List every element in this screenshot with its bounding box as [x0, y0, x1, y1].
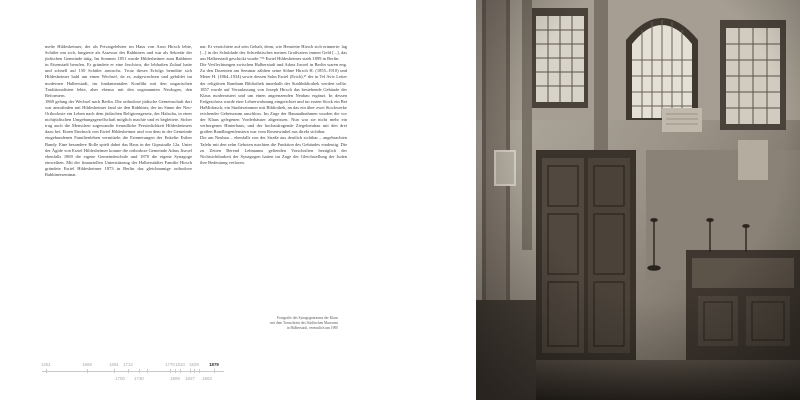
caption-line: in Halberstadt, vermutlich um 1900 [286, 325, 338, 330]
timeline-year: 1829 [189, 362, 199, 367]
timeline-tick [194, 369, 195, 373]
timeline-year: 1809 [170, 376, 180, 381]
photo-illustration [476, 0, 800, 400]
timeline-year: 1730 [134, 376, 144, 381]
timeline-tick [114, 369, 115, 373]
timeline-year: 1669 [82, 362, 92, 367]
timeline-year: 1810 [175, 362, 185, 367]
timeline-tick [139, 369, 140, 373]
paragraph: 1869 gelang der Wechsel nach Berlin. Die orthodoxe jüdische Gemeinschaft dort war anzufinden mit Hildesheimer fand sie den Rabbiner, der im Sinne der Neo-Orthodoxie ein Leben nach dem jüdischen Religionsgesetz, der Halacha, in einer nichtjüdischen Umgebungsgesellschaft möglich machte und es begleitete. Sicher trug auch die Menschen zugewandte freundliche Persönlichkeit Hildesheimers dazu bei. Einen Eindruck von Esriel Hildesheimer und von dem in der Gemeinde eingebundenen Familienleben vermitteln die Erinnerungen der Enkelin Esther Bandy. Eine besondere Rolle spielt dabei das Haus in der Gipsstraße 12a. Unter der Ägide von Esriel Hildesheimer konnte die orthodoxe Gemeinde Adass Jisroel ebenfalls 1869 die eigene Gemeindeschule und 1870 die eigene Synagoge einweihen. Mit der finanziellen Unterstützung der Halberstädter Familie Hirsch gründete Esriel Hildesheimer 1873 in Berlin das gleichnamige orthodoxe Rabbinerseminar. [45, 98, 192, 177]
timeline-year: 1712 [123, 362, 133, 367]
timeline-tick [199, 369, 200, 373]
synagogue-interior-photo [476, 0, 800, 400]
timeline-tick [190, 369, 191, 373]
timeline-year: 1700 [115, 376, 125, 381]
timeline-year: 1261 [41, 362, 51, 367]
timeline-tick [147, 369, 148, 373]
timeline-tick [87, 369, 88, 373]
timeline-tick [175, 369, 176, 373]
timeline-year-active: 1879 [209, 362, 219, 367]
text-column-right [200, 44, 347, 166]
timeline-year: 1827 [185, 376, 195, 381]
paragraph: Die am Neubau – ebenfalls von der Straße aus deutlich sichtbar – angebrachten Tafeln mit den zehn Geboten machten die Funktion des Gebäudes eindeutig. Die zu Zeiten Berend Lehmanns geltenden Vorschriften bezüglich der Nichtsichtbarkeit der Synagogen hatten im Zuge der Gleichstellung der Juden ihre Bedeutung verloren. [200, 135, 347, 165]
paragraph: nar. Er verzichtete auf sein Gehalt, denn, wie Henriette Hirsch sich erinnerte: lag [...] in der Schublade des Schreibtisches meines Großvaters immer Geld [...], das aus Halberstadt geschickt wurde.”²⁶ Esriel Hildesheimer starb 1899 in Berlin. [200, 44, 347, 62]
paragraph: Die Verflechtungen zwischen Halberstadt und Adass Jisroel in Berlin waren eng. Zu den Dozenten am Seminar zählten seine Söhne Hirsch H. (1855–1910) und Meier H. (1864–1934) sowie dessen Sohn Esriel (Erich),²⁷ der in Tel Aviv Leiter der religiösen Rambam Bibliothek innerhalb der Stadtbibliothek werden sollte. 1857 wurde auf Veranlassung von Joseph Hirsch das bestehende Gebäude der Klaus modernisiert und um einen angrenzenden Neubau ergänzt. In dessen Erdgeschoss wurde eine Lehrerwohnung eingerichtet und im ersten Stock ein Bet HaMidrasch, ein Studierzimmer mit Bibliothek, an das ein über zwei Stockwerke reichender Gebetsraum anschloss. Im Zuge der Baumaßnahmen wurden die vor der Klaus gelegenen Vorderhäuser abgerissen. Nun war sie nicht mehr ein verborgenes Hinterhaus, und der hochaufragende Ziegelneubau mit den drei großen Rundbogenfenstern war vom Rosenwinkel aus direkt sichtbar. [200, 62, 347, 135]
timeline-tick [128, 369, 129, 373]
timeline-tick [46, 369, 47, 373]
timeline [42, 360, 382, 390]
text-column-left [45, 44, 192, 178]
timeline-tick [180, 369, 181, 373]
timeline-line [42, 371, 224, 372]
timeline-year: 1691 [109, 362, 119, 367]
caption-line: mit dem Toraschrein des Städtischen Museums [270, 320, 338, 325]
caption-line: Fotografie des Synagogenraums der Klaus [276, 316, 338, 320]
timeline-year: 1863 [202, 376, 212, 381]
timeline-year: 1770 [165, 362, 175, 367]
paragraph: melte Hildesheimer, der als Privatgelehrter im Haus von Aron Hirsch lebte, Schüler um sich, fungierte als Assessor des Rabbiners und war als Sekretär der jüdischen Gemeinde tätig. Im Sommer 1851 wurde Hildesheimer zum Rabbiner in Eisenstadt berufen. Er gründete er eine Jeschiwa, die lebhaften Zulauf hatte und schnell auf 150 Schüler anwuchs. Trotz dieses Erfolgs bemühte sich Hildesheimer bald um einen Wechsel, da er, aufgewachsen und gebildet im modernen Halberstadt, im fundamentalen Konflikt mit den ungarischen Traditionalisten lebte, aber ebenso mit den sogenannten Neologen, den Reformern. [45, 44, 192, 98]
photo-caption [246, 316, 338, 330]
timeline-tick [170, 369, 171, 373]
timeline-tick [214, 369, 215, 373]
